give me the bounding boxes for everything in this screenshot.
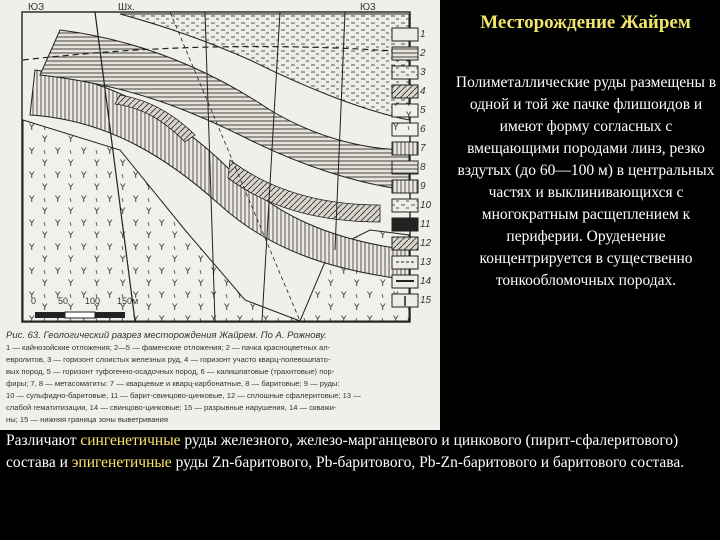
caption-line: евролитов, 3 — горизонт слоистых железных руд, 4 — горизонт участо кварц-полевошпато-: [6, 355, 331, 364]
legend-number: 3: [420, 67, 426, 78]
legend-number: 4: [420, 86, 426, 97]
caption-line: 1 — кайнозойские отложения; 2—5 — фаменские отложения; 2 — пачка красноцветных ал-: [6, 343, 331, 352]
legend-number: 6: [420, 124, 426, 135]
caption-line: ны; 15 — нижняя граница зоны выветривания: [6, 415, 168, 424]
scale-bar: [35, 312, 125, 318]
legend-number: 9: [420, 181, 426, 192]
legend-number: 2: [420, 48, 426, 59]
slide-title: Месторождение Жайрем: [480, 12, 691, 33]
legend-number: 7: [420, 143, 426, 154]
legend-number: 5: [420, 105, 426, 116]
caption-line: слабой гематитизации, 14 — свинцово-цинковые; 15 — разрывные нарушения, 14 — скважи-: [6, 403, 337, 412]
caption-line: фиры; 7, 8 — метасоматиты: 7 — кварцевые и кварц-карбонатные, 8 — баритовые; 9 — руды:: [6, 379, 340, 388]
bottom-text-2: руды железного, железо-марганцевого и цинкового (пирит-сфалеритового) состава и: [6, 432, 679, 471]
scale-label: 50: [58, 296, 69, 306]
legend-numbers: [420, 28, 438, 313]
slide-description: Полиметаллические руды размещены в одной и той же пачке флишоидов и имеют форму согласных с вмещающими породами линз, резко вздутых (до 60—100 м) в центральных частях и выклинивающихся с многократным расщеплением к периферии. Оруденение концентрируется в существенно тонкообломочных породах.: [455, 74, 717, 289]
scale-label: 150м: [117, 296, 139, 306]
corner-label-left: ЮЗ: [28, 2, 45, 13]
caption-line: вых пород, 5 — горизонт туфогенно-осадочных пород, 6 — калишпатовые (трахитовые) пор-: [6, 367, 335, 376]
geological-section-figure: [0, 0, 440, 430]
bottom-paragraph: [6, 430, 716, 474]
legend-number: 13: [420, 257, 432, 268]
corner-label-middle: Шх.: [118, 2, 135, 13]
legend-number: 1: [420, 29, 426, 40]
scale-label: 0: [31, 296, 37, 306]
legend-number: 10: [420, 200, 432, 211]
bottom-text-3: руды Zn-баритового, Pb-баритового, Pb-Zn-баритового и баритового состава.: [171, 454, 685, 471]
bottom-text-1: Различают: [6, 432, 81, 449]
corner-label-right: Ю3: [360, 2, 376, 13]
figure-caption: [6, 330, 438, 426]
caption-line: 10 — сульфидно-баритовые, 11 — барит-свинцово-цинковые, 12 — сплошные сфалеритовые; 13 —: [6, 391, 361, 400]
legend-number: 14: [420, 276, 432, 287]
legend-boxes: [392, 28, 418, 307]
legend-number: 11: [420, 219, 431, 230]
legend-number: 12: [420, 238, 432, 249]
legend-number: 15: [420, 295, 432, 306]
legend-number: 8: [420, 162, 426, 173]
caption-title: Рис. 63. Геологический разрез месторождения Жайрем. По А. Рожнову.: [6, 330, 327, 341]
term-syngenetic: сингенетичные: [80, 432, 181, 449]
term-epigenetic: эпигенетичные: [71, 454, 172, 471]
scale-label: 100: [85, 296, 101, 306]
